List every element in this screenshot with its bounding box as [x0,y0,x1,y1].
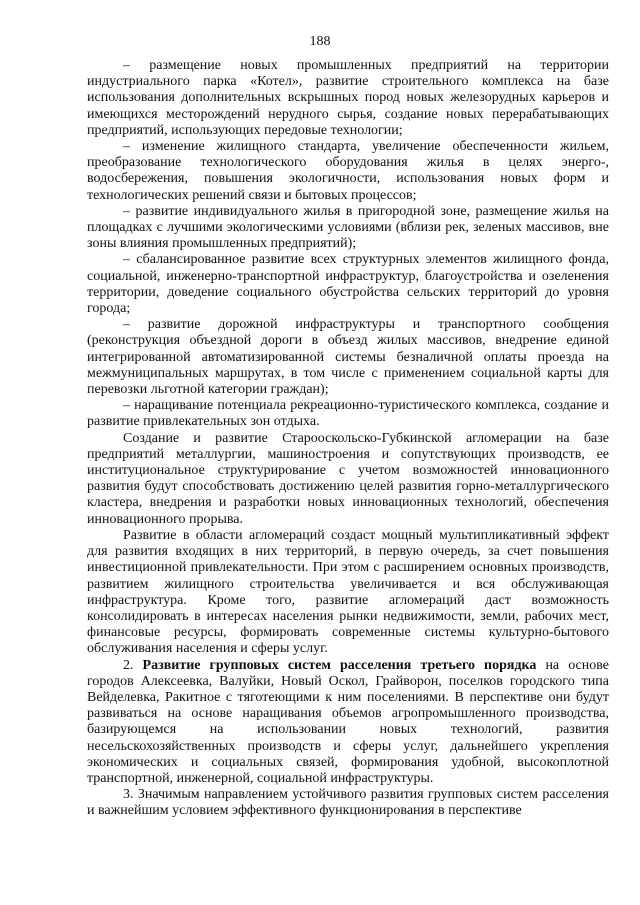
bold-heading: Развитие групповых систем расселения третьего порядка [142,657,537,673]
paragraph-individual-housing: – развитие индивидуального жилья в пригородной зоне, размещение жилья на площадках с лучшими экологическими условиями (вблизи рек, зеленых массивов, вне зоны влияния промышленных предприятий); [87,203,609,252]
paragraph-housing-standard: – изменение жилищного стандарта, увеличение обеспеченности жильем, преобразование технологического оборудования жилья в целях энерго-, водосбережения, повышения экологичности, использования новых форм и технологических решений связи и бытовых процессов; [87,139,609,203]
document-body [87,58,609,820]
paragraph-recreation: – наращивание потенциала рекреационно-туристического комплекса, создание и развитие привлекательных зон отдыха. [87,398,609,430]
paragraph-group-systems [87,658,609,788]
paragraph-balanced-development: – сбалансированное развитие всех структурных элементов жилищного фонда, социальной, инженерно-транспортной инфраструктур, благоустройства и озеленения территории, доведение социального обустройства сельских территорий до уровня города; [87,252,609,317]
paragraph-number: 2. [123,657,143,673]
paragraph-industrial-park: – размещение новых промышленных предприятий на территории индустриального парка «Котел», развитие строительного комплекса на базе использования дополнительных вскрышных пород новых железорудных карьеров и имеющихся месторождений нерудного сырья, создание новых перерабатывающих предприятий, использующих передовые технологии; [87,58,609,138]
paragraph-agglomeration-effect: Развитие в области агломераций создаст мощный мультипликативный эффект для развития входящих в них территорий, в первую очередь, за счет повышения инвестиционной привлекательности. При этом с расширением основных производств, развитием жилищного строительства увеличивается и вся обслуживающая инфраструктура. Кроме того, развитие агломераций даст возможность консолидировать в интересах населения рынки недвижимости, земли, рабочих мест, финансовые ресурсы, формировать современные системы культурно-бытового обслуживания населения и сферы услуг. [87,527,609,657]
paragraph-agglomeration-creation: Создание и развитие Старооскольско-Губкинской агломерации на базе предприятий металлургии, машиностроения и сопутствующих производств, ее институциональное структурирование с учетом возможностей инновационного развития будут способствовать достижению целей развития горно-металлургического кластера, внедрения и разработки новых инновационных технологий, обеспечения инновационного прорыва. [87,430,609,527]
paragraph-road-infrastructure: – развитие дорожной инфраструктуры и транспортного сообщения (реконструкция объездной дороги в объезд жилых массивов, внедрение единой интегрированной автоматизированной системы безналичной оплаты проезда на межмуниципальных маршрутах, в том числе с применением социальной карты для перевозки льготной категории граждан); [87,317,609,398]
paragraph-text: на основе городов Алексеевка, Валуйки, Новый Оскол, Грайворон, поселков городского типа Вейделевка, Ракитное с тяготеющими к ним поселениями. В перспективе они будут развиваться на основе наращивания объемов агропромышленного производства, базирующемся на использовании новых технологий, развития несельскохозяйственных производств и сферы услуг, дальнейшего укрепления экономических и социальных связей, формирования удобной, высокоплотной транспортной, инженерной, социальной инфраструктуры. [87,657,609,786]
paragraph-sustainable-development: 3. Значимым направлением устойчивого развития групповых систем расселения и важнейшим условием эффективного функционирования в перспективе [87,787,609,819]
page-number: 188 [309,34,331,49]
